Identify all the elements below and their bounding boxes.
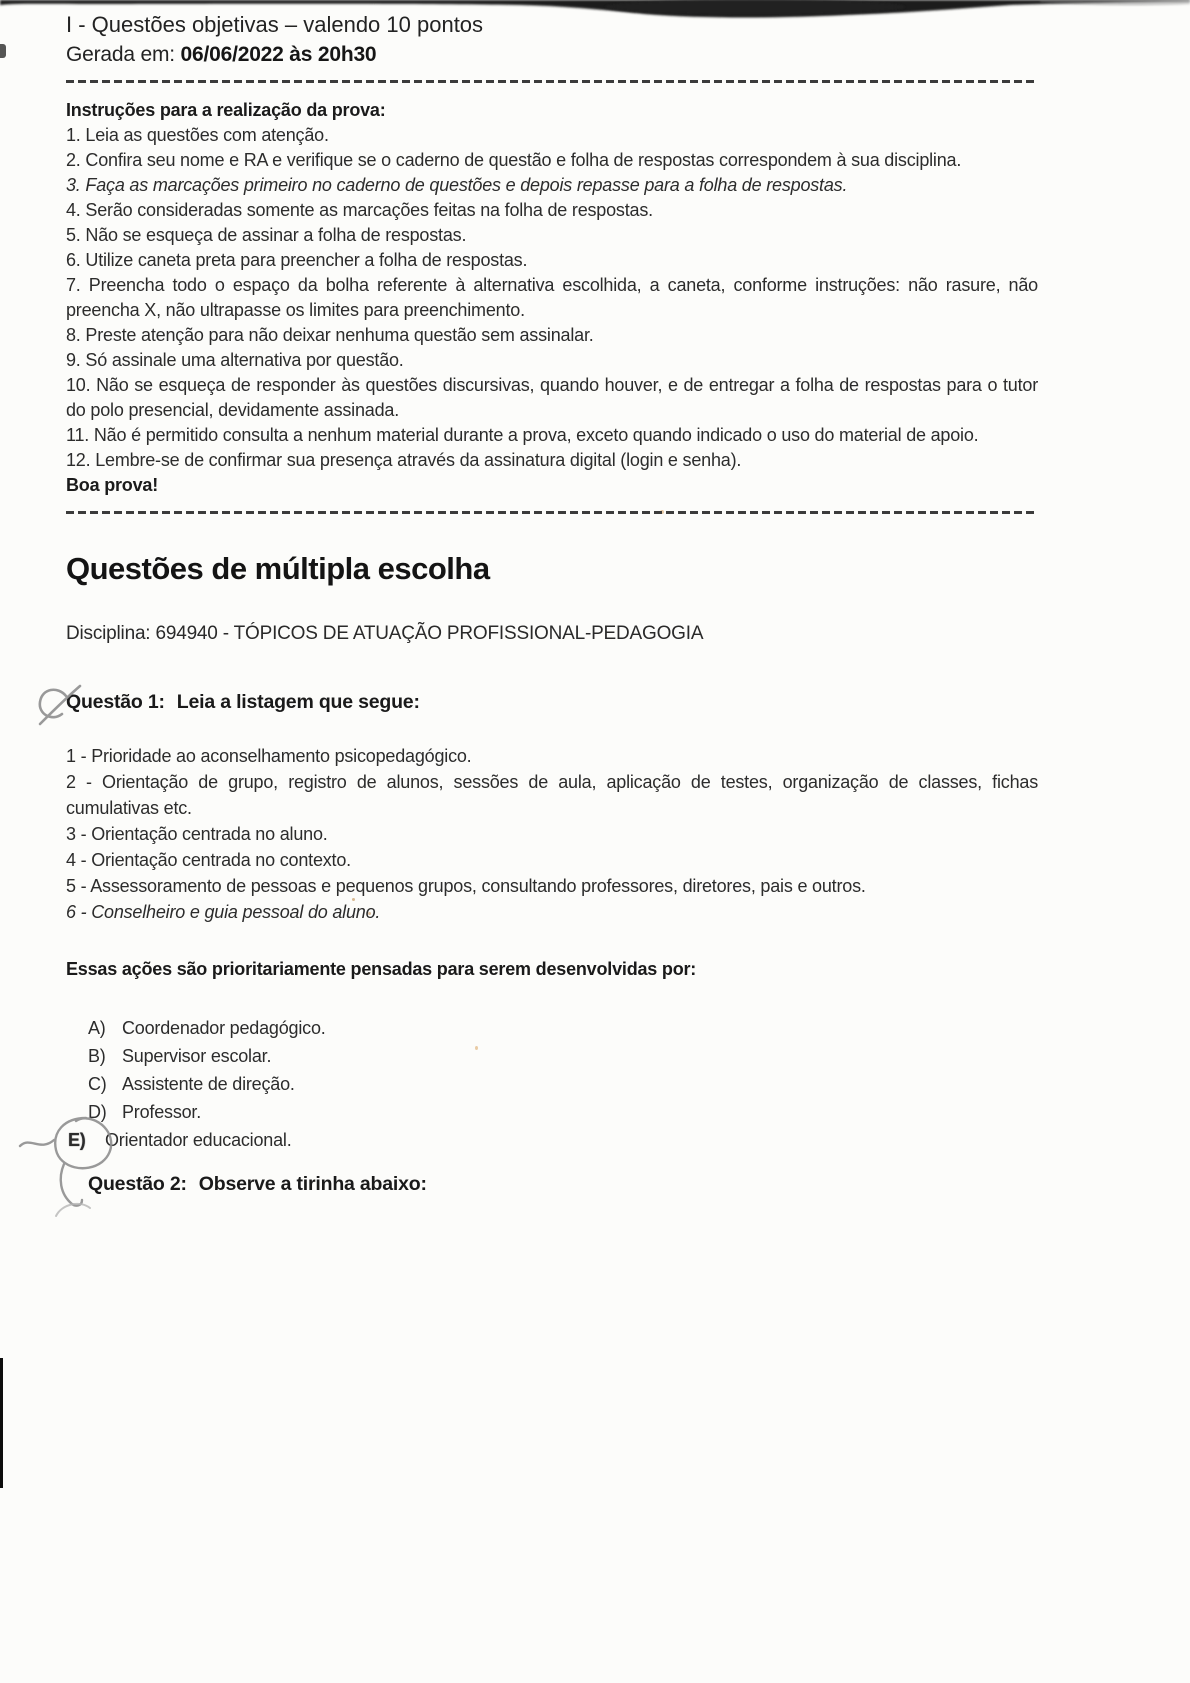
pen-stray-mark — [52, 1196, 96, 1222]
instruction-item: 3. Faça as marcações primeiro no caderno de questões e depois repasse para a folha de respostas. — [66, 175, 848, 195]
question1-label: Questão 1: — [66, 691, 165, 713]
instruction-item: 11. Não é permitido consulta a nenhum material durante a prova, exceto quando indicado o uso do material de apoio. — [66, 425, 979, 445]
question1-stem: Essas ações são prioritariamente pensadas para serem desenvolvidas por: — [66, 959, 697, 979]
instructions-block — [66, 98, 1038, 498]
instruction-item: 1. Leia as questões com atenção. — [66, 125, 329, 145]
option-e-marked-answer — [68, 1128, 1038, 1156]
option-a-text: Coordenador pedagógico. — [122, 1018, 326, 1038]
list-item: 6 - Conselheiro e guia pessoal do aluno. — [66, 902, 381, 922]
option-d — [88, 1100, 1038, 1128]
instruction-item: 12. Lembre-se de confirmar sua presença através da assinatura digital (login e senha). — [66, 450, 742, 470]
instruction-item: 9. Só assinale uma alternativa por questão. — [66, 350, 404, 370]
option-c-text: Assistente de direção. — [122, 1074, 295, 1094]
instruction-item: 2. Confira seu nome e RA e verifique se o caderno de questão e folha de respostas correspondem à sua disciplina. — [66, 150, 962, 170]
question1-prompt: Leia a listagem que segue: — [176, 691, 420, 713]
list-item: 3 - Orientação centrada no aluno. — [66, 824, 328, 844]
instruction-item: 8. Preste atenção para não deixar nenhuma questão sem assinalar. — [66, 325, 594, 345]
list-item: 4 - Orientação centrada no contexto. — [66, 850, 351, 870]
option-e-letter: E) — [68, 1130, 86, 1150]
option-c-letter: C) — [88, 1074, 107, 1094]
option-d-letter: D) — [88, 1102, 107, 1122]
instructions-closing: Boa prova! — [66, 475, 159, 495]
instruction-item: 7. Preencha todo o espaço da bolha referente à alternativa escolhida, a caneta, conforme instruções: não rasure, não preencha X, não ultrapasse os limites para preenchimento. — [66, 275, 1038, 320]
question2-label: Questão 2: — [88, 1173, 187, 1195]
question1-options — [68, 1016, 1038, 1156]
scan-left-edge-line — [0, 1358, 3, 1488]
question2-prompt: Observe a tirinha abaixo: — [198, 1173, 427, 1195]
question1-heading — [66, 690, 1038, 715]
generated-at-value: 06/06/2022 às 20h30 — [180, 43, 377, 66]
list-item: 1 - Prioridade ao aconselhamento psicopedagógico. — [66, 746, 472, 766]
section-title: Questões de múltipla escolha — [66, 551, 490, 586]
option-a — [88, 1016, 1038, 1044]
option-d-text: Professor. — [122, 1102, 202, 1122]
option-b-letter: B) — [88, 1046, 106, 1066]
list-item: 5 - Assessoramento de pessoas e pequenos grupos, consultando professores, diretores, pais e outros. — [66, 876, 866, 896]
discipline-line: Disciplina: 694940 - TÓPICOS DE ATUAÇÃO PROFISSIONAL-PEDAGOGIA — [66, 623, 704, 644]
option-a-letter: A) — [88, 1018, 106, 1038]
option-b — [88, 1044, 1038, 1072]
instructions-title: Instruções para a realização da prova: — [66, 100, 386, 120]
dashed-divider-middle — [66, 511, 1038, 514]
instruction-item: 6. Utilize caneta preta para preencher a folha de respostas. — [66, 250, 528, 270]
instruction-item: 10. Não se esqueça de responder às questões discursivas, quando houver, e de entregar a folha de respostas para o tutor do polo presencial, devidamente assinada. — [66, 375, 1038, 420]
question2-heading — [88, 1172, 1038, 1197]
generated-at-label: Gerada em: — [66, 43, 181, 66]
option-e-text: Orientador educacional. — [105, 1130, 292, 1150]
list-item: 2 - Orientação de grupo, registro de alunos, sessões de aula, aplicação de testes, organização de classes, fichas cumulativas etc. — [66, 772, 1038, 818]
instruction-item: 4. Serão consideradas somente as marcações feitas na folha de respostas. — [66, 200, 653, 220]
dashed-divider-top — [66, 80, 1038, 83]
generated-at-line — [66, 42, 1038, 67]
question1-list — [66, 743, 1038, 925]
page-title: I - Questões objetivas – valendo 10 pontos — [66, 12, 484, 37]
instruction-item: 5. Não se esqueça de assinar a folha de respostas. — [66, 225, 467, 245]
option-c — [88, 1072, 1038, 1100]
option-b-text: Supervisor escolar. — [122, 1046, 272, 1066]
